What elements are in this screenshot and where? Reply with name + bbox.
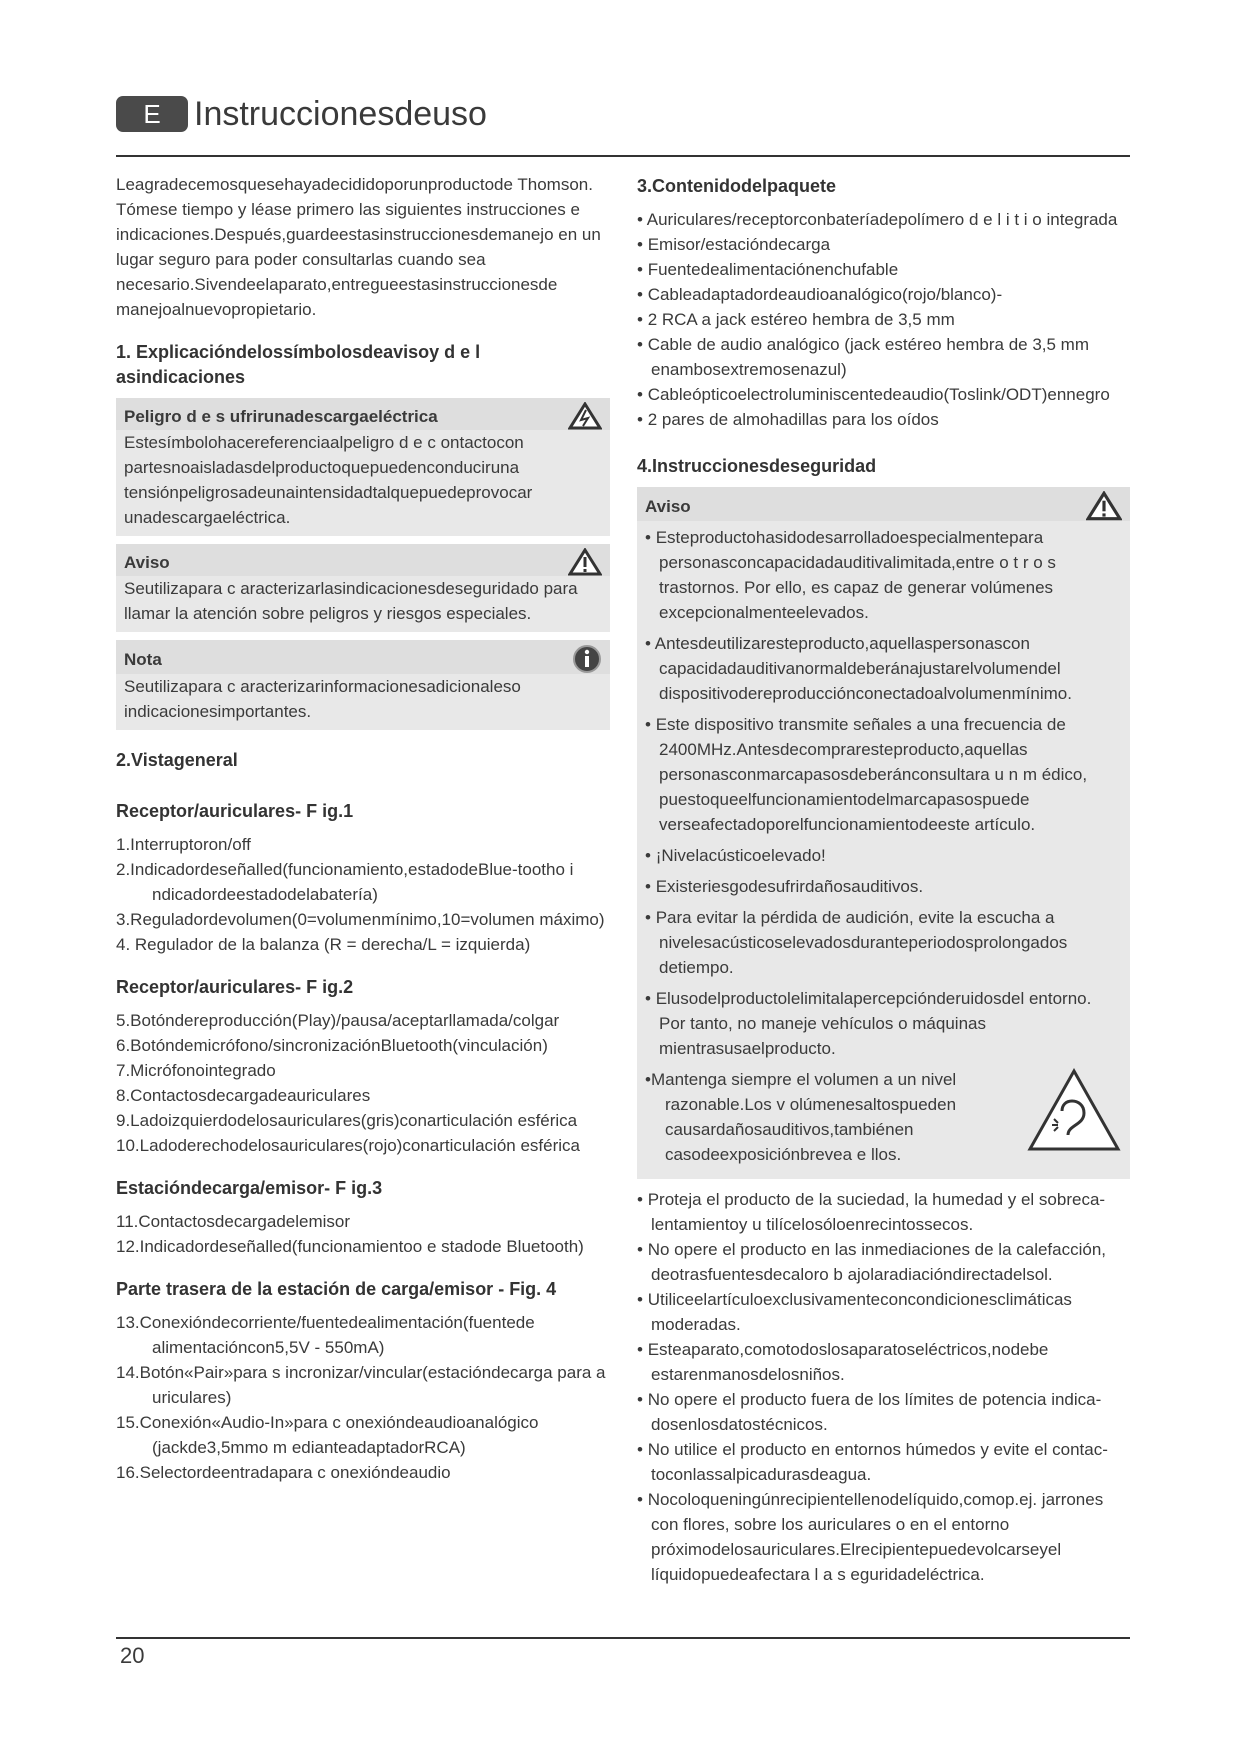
safety-warning-box	[637, 487, 1130, 1179]
page-number: 20	[120, 1643, 145, 1668]
list-item: 3.Reguladordevolumen(0=volumenmínimo,10=volumen máximo)	[116, 910, 605, 929]
list-item: 12.Indicadordeseñalled(funcionamientoo e stadode Bluetooth)	[116, 1237, 584, 1256]
list-item: • Fuentedealimentaciónenchufable	[637, 257, 1130, 282]
box-title: Nota	[124, 649, 162, 669]
note-box	[116, 640, 610, 730]
list-item: • Proteja el producto de la suciedad, la humedad y el sobreca-lentamientoy u tilícelosóloenrecintossecos.	[637, 1187, 1130, 1237]
list-item: 7.Micrófonointegrado	[116, 1061, 276, 1080]
list-item: 10.Ladoderechodelosauriculares(rojo)conarticulación esférica	[116, 1136, 580, 1155]
section-heading: 1. Explicacióndelossímbolosdeavisoy d e l asindicaciones	[116, 342, 481, 387]
exclamation-warning-icon	[568, 548, 602, 576]
exclamation-warning-icon	[1086, 491, 1122, 521]
list-item: • Esteaparato,comotodoslosaparatoseléctricos,nodebe estarenmanosdelosniños.	[637, 1337, 1130, 1387]
subsection-heading: Estacióndecarga/emisor- F ig.3	[116, 1178, 383, 1198]
list-item: • Cable de audio analógico (jack estéreo hembra de 3,5 mm enambosextremosenazul)	[637, 332, 1130, 382]
subsection-heading: Parte trasera de la estación de carga/emisor - Fig. 4	[116, 1279, 557, 1299]
info-icon	[572, 644, 602, 674]
language-badge: E	[116, 96, 188, 132]
list-item: • 2 pares de almohadillas para los oídos	[637, 407, 1130, 432]
list-item: 15.Conexión«Audio-In»para c onexióndeaudioanalógico (jackde3,5mmo m edianteadaptadorRCA)	[116, 1413, 539, 1457]
page-header	[116, 96, 487, 132]
warning-box-electric	[116, 398, 610, 536]
list-item: • Este dispositivo transmite señales a una frecuencia de 2400MHz.Antesdecompraresteproducto,aquellas personasconmarcapasosdeberánconsultara u n m édico, puestoqueelfuncionamientodelmarcapasospuede verseafectadoporelfuncionamientodeeste artículo.	[645, 712, 1122, 837]
intro-paragraph: Tómese tiempo y léase primero las siguientes instrucciones e indicaciones.Después,guardeestasinstruccionesdemanejo en un lugar seguro para poder consultarlas cuando sea necesario.Sivendeelaparato,entregueestasinstruccionesde manejoalnuevopropietario.	[116, 200, 601, 319]
list-item: • No opere el producto fuera de los límites de potencia indica-dosenlosdatostécnicos.	[637, 1387, 1130, 1437]
warning-box-aviso	[116, 544, 610, 632]
list-item: 8.Contactosdecargadeauriculares	[116, 1086, 371, 1105]
list-item: • Cableadaptadordeaudioanalógico(rojo/blanco)-	[637, 282, 1130, 307]
page-title: Instruccionesdeuso	[194, 94, 487, 133]
list-item: • Nocoloqueningúnrecipientellenodelíquido,comop.ej. jarrones con flores, sobre los auriculares o en el entorno próximodelosauriculares.Elrecipientepuedevolcarseyel líquidopuedeafectara l a s eguridadeléctrica.	[637, 1487, 1130, 1587]
list-item: • Esteproductohasidodesarrolladoespecialmentepara personasconcapacidadauditivalimitada,entre o t r o s trastornos. Por ello, es capaz de generar volúmenes excepcionalmenteelevados.	[645, 525, 1122, 625]
top-divider	[116, 155, 1130, 157]
list-item: 4. Regulador de la balanza (R = derecha/L = izquierda)	[116, 935, 531, 954]
list-item: • Para evitar la pérdida de audición, evite la escucha a nivelesacústicoselevadosduranteperiodosprolongados detiempo.	[645, 905, 1122, 980]
list-item: • Emisor/estacióndecarga	[637, 232, 1130, 257]
package-contents-list	[637, 207, 1130, 432]
subsection-heading: Receptor/auriculares- F ig.1	[116, 801, 354, 821]
list-item: • Antesdeutilizaresteproducto,aquellaspersonascon capacidadauditivanormaldeberánajustarelvolumendel dispositivodereproducciónconectadoalvolumenmínimo.	[645, 631, 1122, 706]
list-item: • Utiliceelartículoexclusivamenteconcondicionesclimáticas moderadas.	[637, 1287, 1130, 1337]
list-item: 6.Botóndemicrófono/sincronizaciónBluetooth(vinculación)	[116, 1036, 548, 1055]
box-text: Seutilizapara c aracterizarlasindicacionesdeseguridado para llamar la atención sobre peligros y riesgos especiales.	[124, 579, 578, 623]
hearing-damage-warning-icon	[1026, 1067, 1122, 1153]
bottom-divider	[116, 1637, 1130, 1639]
box-title: Aviso	[645, 496, 691, 516]
list-item: • No utilice el producto en entornos húmedos y evite el contac-toconlassalpicadurasdeagua.	[637, 1437, 1130, 1487]
list-item: 16.Selectordeentradapara c onexióndeaudio	[116, 1463, 451, 1482]
left-column	[116, 172, 610, 1485]
section-heading: 2.Vistageneral	[116, 750, 238, 770]
box-text: Estesímbolohacereferenciaalpeligro d e c ontactocon partesnoaisladasdelproductoquepuedenconduciruna tensiónpeligrosadeunaintensidadtalquepuedeprovocar unadescargaeléctrica.	[124, 433, 533, 527]
list-item: 14.Botón«Pair»para s incronizar/vincular(estacióndecarga para a uriculares)	[116, 1363, 606, 1407]
list-item: • Cableópticoelectroluminiscentedeaudio(Toslink/ODT)ennegro	[637, 382, 1130, 407]
list-item: 1.Interruptoron/off	[116, 835, 251, 854]
right-column	[637, 172, 1130, 1587]
list-item: • No opere el producto en las inmediaciones de la calefacción, deotrasfuentesdecaloro b ajolaradiacióndirectadelsol.	[637, 1237, 1130, 1287]
section-heading: 3.Contenidodelpaquete	[637, 176, 837, 196]
subsection-heading: Receptor/auriculares- F ig.2	[116, 977, 354, 997]
list-item-text: • Mantenga siempre el volumen a un nivel razonable.Los v olúmenesaltospueden causardañosauditivos,tambiénen casodeexposiciónbrevea e llos.	[650, 1070, 957, 1164]
list-item: 13.Conexióndecorriente/fuentedealimentación(fuentede alimentacióncon5,5V - 550mA)	[116, 1313, 535, 1357]
box-title: Aviso	[124, 552, 170, 572]
section-heading: 4.Instruccionesdeseguridad	[637, 456, 877, 476]
list-item: 5.Botóndereproducción(Play)/pausa/aceptarllamada/colgar	[116, 1011, 560, 1030]
list-item: 2.Indicadordeseñalled(funcionamiento,estadodeBlue-tootho i ndicadordeestadodelabatería)	[116, 860, 574, 904]
box-title: Peligro d e s ufrirunadescargaeléctrica	[124, 406, 438, 426]
list-item: • 2 RCA a jack estéreo hembra de 3,5 mm	[637, 307, 1130, 332]
intro-paragraph: Leagradecemosquesehayadecididoporunproductode Thomson.	[116, 175, 593, 194]
list-item-hearing	[645, 1067, 1122, 1167]
list-item: 9.Ladoizquierdodelosauriculares(gris)conarticulación esférica	[116, 1111, 578, 1130]
list-item: • ¡Nivelacústicoelevado!	[645, 843, 1122, 868]
list-item: • Elusodelproductolelimitalapercepciónderuidosdel entorno. Por tanto, no maneje vehículos o máquinas mientrasusaelproducto.	[645, 986, 1122, 1061]
safety-list	[637, 1187, 1130, 1587]
box-text: Seutilizapara c aracterizarinformacionesadicionaleso indicacionesimportantes.	[124, 677, 521, 721]
list-item: • Auriculares/receptorconbateríadepolímero d e l i t i o integrada	[637, 207, 1130, 232]
list-item: 11.Contactosdecargadelemisor	[116, 1212, 351, 1231]
list-item: • Existeriesgodesufrirdañosauditivos.	[645, 874, 1122, 899]
electric-warning-icon	[568, 402, 602, 430]
